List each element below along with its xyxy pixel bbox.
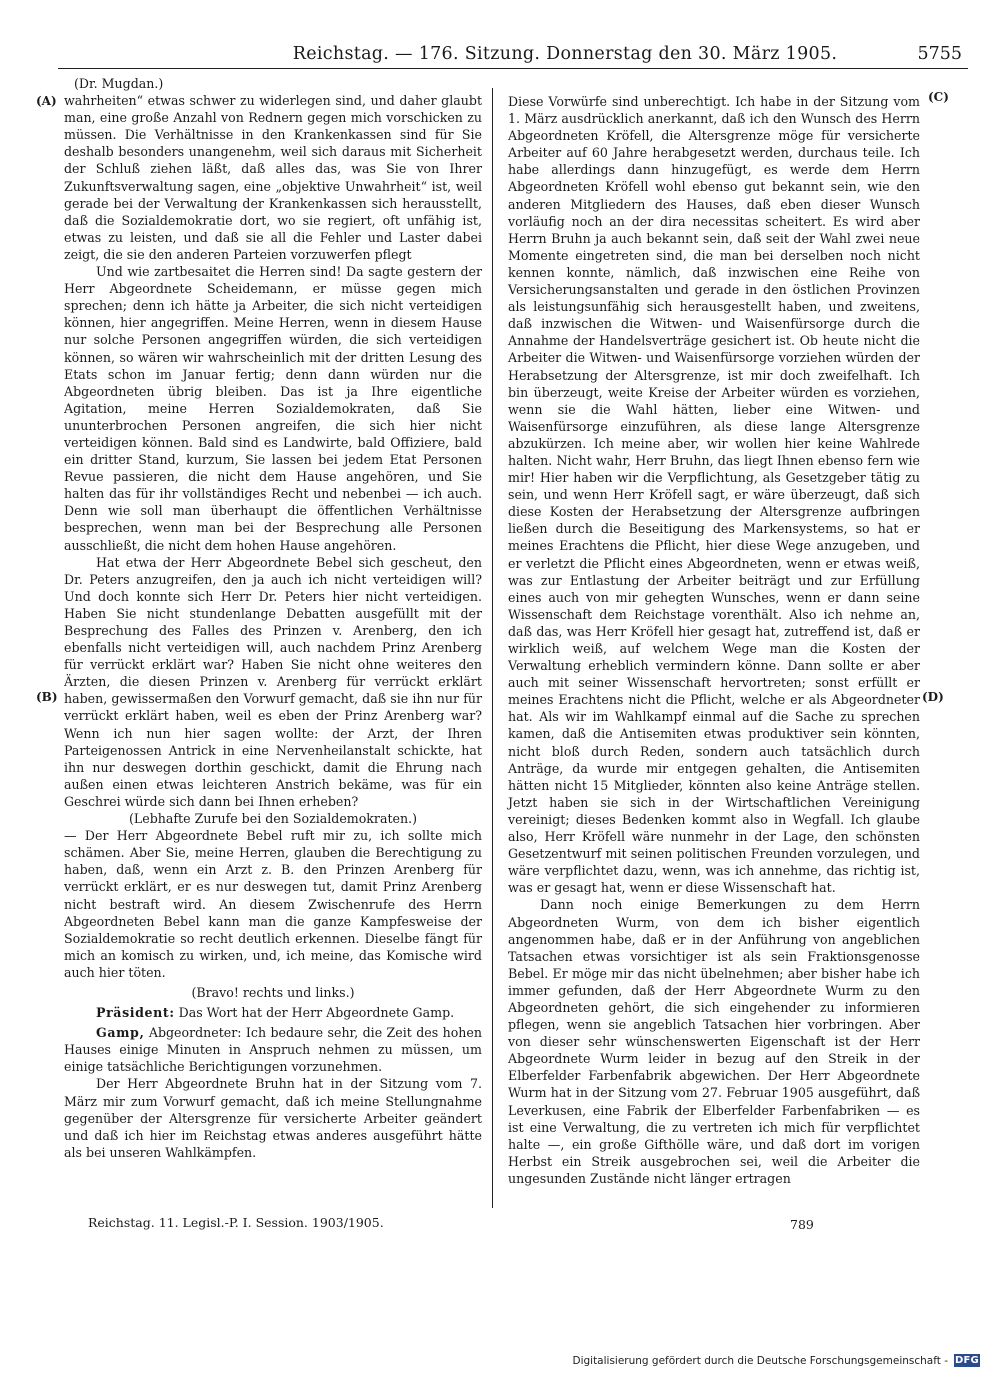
- left-column: [64, 75, 482, 1161]
- right-column: [508, 93, 920, 1187]
- speaker-gamp: Gamp,: [96, 1025, 145, 1041]
- gamp-statement: Abgeordneter: Ich bedaure sehr, die Zeit des hohen Hauses einige Minuten in Anspruch nehmen zu müssen, um einige tatsächliche Berichtigungen vorzunehmen.: [64, 1025, 482, 1075]
- header-title: Reichstag. — 176. Sitzung. Donnerstag den 30. März 1905.: [292, 44, 838, 64]
- applause-note: (Bravo! rechts und links.): [191, 984, 355, 1000]
- header-page-number: 5755: [917, 44, 962, 64]
- margin-mark-d: (D): [922, 690, 944, 704]
- margin-mark-c: (C): [928, 90, 949, 104]
- paragraph: — Der Herr Abgeordnete Bebel ruft mir zu, ich sollte mich schämen. Aber Sie, meine Herren, glauben die Berechtigung zu haben, daß, wenn ein Arzt z. B. den Prinzen Arenberg für verrückt erklärt, er es nur deswegen tut, damit Prinz Arenberg nicht bestraft wird. An diesem Zwischenrufe des Herrn Abgeordneten Bebel kann man die ganze Kampfesweise der Sozialdemokratie so recht deutlich erkennen. Dieselbe fängt für mich an komisch zu wirken, und, ich meine, das Komische wird auch hier töten.: [64, 828, 482, 980]
- paragraph: Und wie zartbesaitet die Herren sind! Da sagte gestern der Herr Abgeordnete Scheidemann, er müsse gegen mich sprechen; denn ich hätte ja Arbeiter, die sich nicht verteidigen können, hier angegriffen. Meine Herren, wenn in diesem Hause nur solche Personen angegriffen würden, die sich verteidigen können, so wären wir wahrscheinlich mit der dritten Lesung des Etats schon im Januar fertig; denn dann würden nur die Abgeordneten übrig bleiben. Das ist ja Ihre eigentliche Agitation, meine Herren Sozialdemokraten, daß Sie ununterbrochen Personen angreifen, die sich hier nicht verteidigen können. Bald sind es Landwirte, bald Offiziere, bald ein dritter Stand, kurzum, Sie lassen bei jedem Etat Personen Revue passieren, die nicht dem Hause angehören, und Sie halten das für ihr vollständiges Recht und nebenbei — ich auch. Denn wie soll man überhaupt die öffentlichen Verhältnisse besprechen, wenn man bei der Besprechung alle Personen ausschließt, die nicht dem hohen Hause angehören.: [64, 264, 482, 553]
- dfg-logo: DFG: [955, 1355, 979, 1366]
- column-divider-lower: [492, 1028, 493, 1208]
- paragraph: Diese Vorwürfe sind unberechtigt. Ich habe in der Sitzung vom 1. März ausdrücklich anerkannt, daß ich den Wunsch des Herrn Abgeordneten Kröfell, die Altersgrenze möge für versicherte Arbeiter auf 60 Jahre herabgesetzt werden, durchaus teile. Ich habe allerdings dann hinzugefügt, es werde dem Herrn Abgeordneten Kröfell wohl ebenso gut bekannt sein, wie den anderen Mitgliedern des Hauses, daß eben dieser Wunsch vorläufig noch an der dira necessitas scheitert. Es wird aber Herrn Bruhn ja auch bekannt sein, daß seit der Wahl zwei neue Momente eingetreten sind, die man bei derselben noch nicht kennen konnte, nämlich, daß inzwischen eine Reihe von Versicherungsanstalten und gerade in den östlichen Provinzen als leistungsunfähig sich herausgestellt haben, und zweitens, daß inzwischen die Witwen- und Waisenfürsorge durch die Annahme der Handelsverträge gesichert ist. Ob heute nicht die Arbeiter die Witwen- und Waisenfürsorge vorziehen würden der Herabsetzung der Altersgrenze, ist mir doch zweifelhaft. Ich bin überzeugt, weite Kreise der Arbeiter würden es vorziehen, wenn sie die Wahl hätten, lieber eine Witwen- und Waisenfürsorge einzuführen, als diese lange Altersgrenze abzukürzen. Ich meine aber, wir wollen hier keine Wahlrede halten. Nicht wahr, Herr Bruhn, das liegt Ihnen ebenso fern wie mir! Hier haben wir die Verpflichtung, als Gesetzgeber tätig zu sein, und wenn Herr Kröfell sagt, er wäre überzeugt, daß sich diese Kosten der Herabsetzung der Altersgrenze aufbringen ließen durch die Beseitigung des Markensystems, so hat er meines Erachtens die Pflicht, hier diese Wege anzugeben, und er verletzt die Pflicht eines Abgeordneten, wenn er etwas weiß, was zur Entlastung der Arbeiter beiträgt und zur Erfüllung eines auch von mir gehegten Wunsches, wenn er dann seine Wissenschaft dem Reichstage vorenthält. Also ich nehme an, daß das, was Herr Kröfell hier gesagt hat, zutreffend ist, daß er wirklich weiß, auf welchem Wege man die Kosten der Verwaltung erheblich vermindern könne. Dann sollte er aber auch mit seiner Wissenschaft hervortreten; sonst erfüllt er meines Erachtens nicht die Pflicht, welche er als Abgeordneter hat. Als wir im Wahlkampf einmal auf die Sache zu sprechen kamen, daß die Antisemiten etwas produktiver sein könnten, nicht bloß durch Reden, sondern auch tatsächlich durch Anträge, da wurde mir entgegen gehalten, die Antisemiten hätten nicht 15 Mitglieder, könnten also keine Anträge stellen. Jetzt haben sie sich in der Wirtschaftlichen Vereinigung vereinigt; dieses Bedenken kommt also in Wegfall. Ich glaube also, Herr Kröfell wäre nunmehr in der Lage, den schönsten Gesetzentwurf mit seinen politischen Freunden vorzulegen, und wäre verpflichtet dazu, wenn, was ich annehme, das richtig ist, was er gesagt hat, wenn er diese Wissenschaft hat.: [508, 94, 920, 896]
- column-divider: [492, 88, 493, 1028]
- margin-mark-a: (A): [36, 94, 57, 108]
- footer-sheet-number: 789: [790, 1217, 814, 1232]
- digitization-credit: [572, 1354, 980, 1367]
- paragraph: Dann noch einige Bemerkungen zu dem Herrn Abgeordneten Wurm, von dem ich bisher eigentlich angenommen habe, daß er in der Anführung von angeblichen Tatsachen etwas vorsichtiger ist als sein Fraktionsgenosse Bebel. Er möge mir das nicht übelnehmen; aber bisher habe ich immer gefunden, daß der Herr Abgeordnete Wurm zu den Abgeordneten gehört, die sich eingehender zu informieren pflegen, wenn sie angeblich Tatsachen hier vorbringen. Aber von dieser sehr wünschenswerten Eigenschaft ist der Herr Abgeordnete Wurm leider in bezug auf den Streik in der Elberfelder Farbenfabrik abgewichen. Der Herr Abgeordnete Wurm hat in der Sitzung vom 27. Februar 1905 ausgeführt, daß Leverkusen, eine Fabrik der Elberfelder Farbenfabriken — es ist eine Verwaltung, die zu vertreten ich mich für verpflichtet halte —, ein große Gifthölle wäre, und daß dort im vorigen Herbst ein Streik ausgebrochen sei, weil die Arbeiter die ungesunden Zustände nicht länger ertragen: [508, 897, 920, 1186]
- margin-mark-b: (B): [36, 690, 58, 704]
- page-header: [60, 44, 970, 68]
- credit-text: Digitalisierung gefördert durch die Deutsche Forschungsgemeinschaft -: [572, 1354, 948, 1367]
- president-statement: Das Wort hat der Herr Abgeordnete Gamp.: [178, 1005, 455, 1021]
- paragraph: Der Herr Abgeordnete Bruhn hat in der Sitzung vom 7. März mir zum Vorwurf gemacht, daß ich meine Stellungnahme gegenüber der Altersgrenze für versicherte Arbeiter geändert und daß ich hier im Reichstag etwas anderes ausgeführt hätte als bei unseren Wahlkämpfen.: [64, 1076, 482, 1160]
- header-rule: [58, 68, 968, 69]
- speaker-attribution: (Dr. Mugdan.): [74, 76, 164, 91]
- interjection: (Lebhafte Zurufe bei den Sozialdemokraten.): [128, 811, 418, 827]
- paragraph: wahrheiten“ etwas schwer zu widerlegen sind, und daher glaubt man, eine große Anzahl von Rednern gegen mich vorschicken zu müssen. Die Verhältnisse in den Krankenkassen sind für Sie deshalb besonders unangenehm, weil sich daraus mit Sicherheit der Schluß ziehen läßt, daß alles das, was Sie von Ihrer Zukunftsverwaltung sagen, eine „objektive Unwahrheit“ ist, weil gerade bei der Verwaltung der Krankenkassen sich herausstellt, daß die Sozialdemokratie dort, wo sie regiert, oft unfähig ist, etwas zu leisten, und daß sie all die Fehler und Laster dabei zeigt, die sie den anderen Parteien vorzuwerfen pflegt: [64, 93, 482, 262]
- paragraph: Hat etwa der Herr Abgeordnete Bebel sich gescheut, den Dr. Peters anzugreifen, den ja auch ich nicht verteidigen will? Und doch konnte sich Herr Dr. Peters hier nicht verteidigen. Haben Sie nicht stundenlange Debatten ausgefüllt mit der Besprechung des Falles des Prinzen v. Arenberg, den ich ebenfalls nicht verteidigen will, auch nachdem Prinz Arenberg für verrückt erklärt war? Haben Sie nicht ohne weiteres den Ärzten, die diesen Prinzen v. Arenberg für verrückt erklärt haben, gewissermaßen den Vorwurf gemacht, daß sie ihn nur für verrückt erklärt haben, weil es eben der Prinz Arenberg war? Wenn ich nun hier sagen wollte: der Arzt, der Ihren Parteigenossen Antrick in eine Nervenheilanstalt schickte, hat ihn nur deswegen dorthin geschickt, damit die Ehrung nach außen einen etwas leichteren Anstrich bekäme, was für ein Geschrei würde sich dann bei Ihnen erheben?: [64, 554, 482, 809]
- speaker-president: Präsident:: [96, 1005, 175, 1021]
- footer-session-line: Reichstag. 11. Legisl.-P. I. Session. 1903/1905.: [88, 1215, 384, 1230]
